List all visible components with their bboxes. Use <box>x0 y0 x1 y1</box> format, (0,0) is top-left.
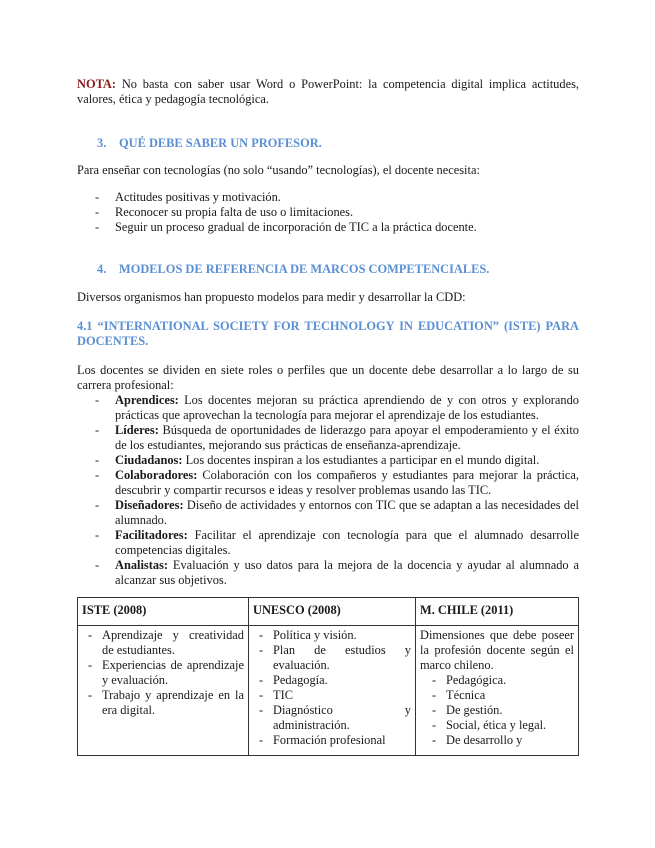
role-item-lideres: - Líderes: Búsqueda de oportunidades de liderazgo para apoyar el empoderamiento y el éxito de los estudiantes, mejorando sus prácticas de enseñanza-aprendizaje. <box>95 423 579 452</box>
role-item-ciudadanos: - Ciudadanos: Los docentes inspiran a los estudiantes a participar en el mundo digital. <box>95 453 540 467</box>
section-4-title: MODELOS DE REFERENCIA DE MARCOS COMPETENCIALES. <box>119 262 490 276</box>
list-item: - TIC <box>259 688 293 702</box>
list-item: - De gestión. <box>432 703 503 717</box>
role-item-facilitadores: - Facilitadores: Facilitar el aprendizaje con tecnología para que el alumnado desarrolle competencias digitales. <box>95 528 579 557</box>
table-row <box>78 626 579 756</box>
section-4-number: 4. <box>97 262 107 276</box>
nota-label: NOTA: <box>77 77 117 91</box>
table-header-row <box>78 598 579 626</box>
list-item: - Social, ética y legal. <box>432 718 547 732</box>
list-item: - Diagnóstico y administración. <box>259 703 411 732</box>
list-item: - Experiencias de aprendizaje y evaluación. <box>88 658 244 687</box>
frameworks-table <box>77 597 579 756</box>
table-cell-unesco <box>249 626 416 756</box>
list-item: - Actitudes positivas y motivación. <box>95 190 281 204</box>
section-3-heading <box>77 136 579 151</box>
section-4-heading <box>77 262 579 277</box>
section-4-intro: Diversos organismos han propuesto modelos para medir y desarrollar la CDD: <box>77 290 466 304</box>
list-item: - Seguir un proceso gradual de incorporación de TIC a la práctica docente. <box>95 220 477 234</box>
role-item-disenadores: - Diseñadores: Diseño de actividades y entornos con TIC que se adaptan a las necesidades del alumnado. <box>95 498 579 527</box>
table-header-iste: ISTE (2008) <box>78 598 249 626</box>
section-3-list <box>77 190 579 235</box>
nota-paragraph <box>77 77 579 107</box>
table-header-unesco: UNESCO (2008) <box>249 598 416 626</box>
list-item: - Técnica <box>432 688 486 702</box>
role-item-colaboradores: - Colaboradores: Colaboración con los compañeros y estudiantes para mejorar la práctica, descubrir y compartir recursos e ideas y resolver problemas usando las TIC. <box>95 468 579 497</box>
role-item-aprendices: - Aprendices: Los docentes mejoran su práctica aprendiendo de y con otros y explorando prácticas que aprovechan la tecnología para mejorar el aprendizaje de los estudiantes. <box>95 393 579 422</box>
list-item: - Formación profesional <box>259 733 386 747</box>
list-item: - Trabajo y aprendizaje en la era digital. <box>88 688 244 717</box>
list-item: - Plan de estudios y evaluación. <box>259 643 411 672</box>
table-cell-iste <box>78 626 249 756</box>
table-header-chile: M. CHILE (2011) <box>416 598 579 626</box>
list-item: - Pedagogía. <box>259 673 328 687</box>
chile-intro: Dimensiones que debe poseer la profesión docente según el marco chileno. <box>420 628 574 672</box>
list-item: - Política y visión. <box>259 628 357 642</box>
list-item: - De desarrollo y <box>432 733 523 747</box>
list-item: - Pedagógica. <box>432 673 507 687</box>
roles-list <box>77 393 579 588</box>
section-3-intro: Para enseñar con tecnologías (no solo “usando” tecnologías), el docente necesita: <box>77 163 480 177</box>
list-item: - Reconocer su propia falta de uso o limitaciones. <box>95 205 354 219</box>
nota-text: No basta con saber usar Word o PowerPoint: la competencia digital implica actitudes, valores, ética y pedagogía tecnológica. <box>77 77 579 106</box>
table-cell-chile <box>416 626 579 756</box>
section-3-number: 3. <box>97 136 107 150</box>
list-item: - Aprendizaje y creatividad de estudiantes. <box>88 628 244 657</box>
role-item-analistas: - Analistas: Evaluación y uso datos para la mejora de la docencia y ayudar al alumnado a alcanzar sus objetivos. <box>95 558 579 587</box>
section-4-1-intro: Los docentes se dividen en siete roles o perfiles que un docente debe desarrollar a lo largo de su carrera profesional: <box>77 363 579 392</box>
section-4-1-heading: 4.1 “INTERNATIONAL SOCIETY FOR TECHNOLOGY IN EDUCATION” (ISTE) PARA DOCENTES. <box>77 319 579 348</box>
section-3-title: QUÉ DEBE SABER UN PROFESOR. <box>119 136 322 150</box>
